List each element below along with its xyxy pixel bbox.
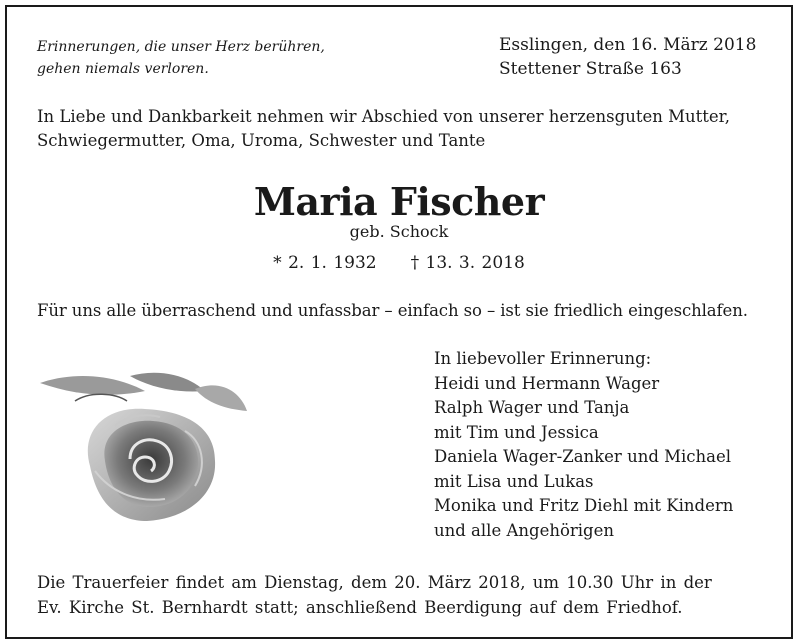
memorial-quote xyxy=(37,36,325,80)
maiden-name: geb. Schock xyxy=(349,222,449,241)
funeral-info xyxy=(37,570,712,620)
rose-icon xyxy=(35,371,265,531)
mourner-line: mit Tim und Jessica xyxy=(434,422,599,442)
mourners-list xyxy=(434,347,733,543)
mourner-line: Daniela Wager-Zanker und Michael xyxy=(434,447,732,466)
city-date: Esslingen, den 16. März 2018 xyxy=(499,35,757,55)
obituary-notice xyxy=(5,5,793,639)
birth-date: * 2. 1. 1932 xyxy=(273,253,377,273)
farewell-sentence: Für uns alle überraschend und unfassbar – einfach so – ist sie friedlich eingeschlafen. xyxy=(37,301,748,320)
funeral-line: Ev. Kirche St. Bernhardt statt; anschließend Beerdigung auf dem Friedhof. xyxy=(37,598,683,617)
funeral-line: Die Trauerfeier findet am Dienstag, dem 20. März 2018, um 10.30 Uhr in der xyxy=(37,573,712,592)
mourner-line: Monika und Fritz Diehl mit Kindern xyxy=(434,496,734,515)
quote-line: Erinnerungen, die unser Herz berühren, xyxy=(37,39,325,55)
death-date: † 13. 3. 2018 xyxy=(410,253,525,273)
mourner-line: mit Lisa und Lukas xyxy=(434,471,594,491)
address: Stettener Straße 163 xyxy=(499,59,682,79)
quote-line: gehen niemals verloren. xyxy=(37,61,209,77)
intro-text xyxy=(37,105,730,153)
intro-line: In Liebe und Dankbarkeit nehmen wir Abschied von unserer herzensguten Mutter, xyxy=(37,107,730,126)
mourner-line: Ralph Wager und Tanja xyxy=(434,398,630,417)
rose-image xyxy=(35,371,265,531)
deceased-name: Maria Fischer xyxy=(253,179,545,224)
mourner-line: und alle Angehörigen xyxy=(434,520,615,540)
place-and-date xyxy=(499,33,756,81)
mourner-line: In liebevoller Erinnerung: xyxy=(434,349,652,368)
intro-line: Schwiegermutter, Oma, Uroma, Schwester und Tante xyxy=(37,131,486,150)
life-dates xyxy=(7,253,791,273)
mourner-line: Heidi und Hermann Wager xyxy=(434,373,660,393)
